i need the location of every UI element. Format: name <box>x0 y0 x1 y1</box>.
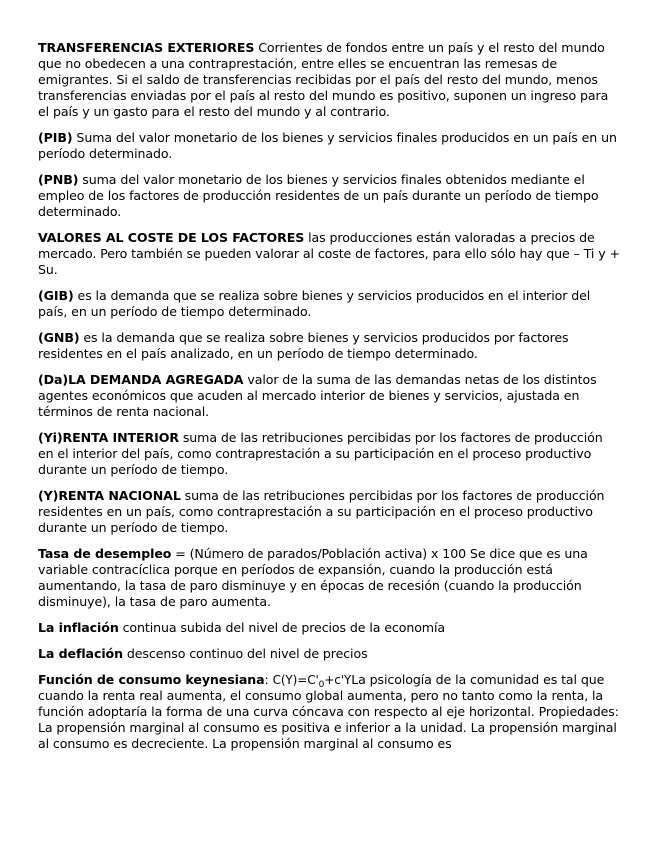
definition-tasa-desempleo: = (Número de parados/Población activa) x 100 Se dice que es una variable contracíclica porque en períodos de expansión, cuando la producción está aumentando, la tasa de paro disminuye y en épocas de recesión (cuando la producción disminuye), la tasa de paro aumenta. <box>38 546 588 609</box>
paragraph-valores-coste-factores <box>38 230 622 278</box>
term-demanda-agregada: (Da)LA DEMANDA AGREGADA <box>38 372 244 387</box>
term-deflacion: La deflación <box>38 646 123 661</box>
term-valores-coste-factores: VALORES AL COSTE DE LOS FACTORES <box>38 230 305 245</box>
definition-demanda-agregada: valor de la suma de las demandas netas de los distintos agentes económicos que acuden al mercado interior de bienes y servicios, ajustada en términos de renta nacional. <box>38 372 597 419</box>
paragraph-tasa-desempleo <box>38 546 622 610</box>
term-renta-nacional: (Y)RENTA NACIONAL <box>38 488 181 503</box>
definition-deflacion: descenso continuo del nivel de precios <box>122 646 368 661</box>
paragraph-inflacion <box>38 620 622 636</box>
paragraph-funcion-consumo-keynesiana <box>38 672 622 752</box>
term-inflacion: La inflación <box>38 620 119 635</box>
paragraph-gnb <box>38 330 622 362</box>
definition-transferencias-exteriores: Corrientes de fondos entre un país y el resto del mundo que no obedecen a una contraprestación, entre elles se encuentran las remesas de emigrantes. Si el saldo de transferencias recibidas por el país del resto del mundo, menos transferencias enviadas por el país al resto del mundo es positivo, suponen un ingreso para el país y un gasto para el resto del mundo y al contrario. <box>38 40 609 119</box>
definition-pnb: suma del valor monetario de los bienes y servicios finales obtenidos mediante el empleo de los factores de producción residentes de un país durante un período de tiempo determinado. <box>38 172 599 219</box>
paragraph-deflacion <box>38 646 622 662</box>
definition-pib: Suma del valor monetario de los bienes y servicios finales producidos en un país en un período determinado. <box>38 130 617 161</box>
formula-pre: C(Y)=C' <box>272 673 319 687</box>
definition-valores-coste-factores: las producciones están valoradas a precios de mercado. Pero también se pueden valorar al coste de factores, para ello sólo hay que – Ti y + Su. <box>38 230 620 277</box>
definition-funcion-consumo-keynesiana: La psicología de la comunidad es tal que cuando la renta real aumenta, el consumo global aumenta, pero no tanto como la renta, la función adoptaría la forma de una curva cóncava con respecto al eje horizontal. Propiedades: La propensión marginal al consumo es positiva e inferior a la unidad. La propensión marginal al consumo es decreciente. La propensión marginal al consumo es <box>38 672 619 751</box>
term-transferencias-exteriores: TRANSFERENCIAS EXTERIORES <box>38 40 255 55</box>
consumption-function-formula <box>272 673 352 690</box>
paragraph-renta-interior <box>38 430 622 478</box>
term-pnb: (PNB) <box>38 172 79 187</box>
paragraph-transferencias-exteriores <box>38 40 622 120</box>
paragraph-demanda-agregada <box>38 372 622 420</box>
term-renta-interior: (Yi)RENTA INTERIOR <box>38 430 179 445</box>
formula-subscript: 0 <box>318 680 325 690</box>
keynes-colon: : <box>264 672 273 687</box>
definition-inflacion: continua subida del nivel de precios de la economía <box>118 620 445 635</box>
formula-post: +c'Y <box>324 673 352 687</box>
paragraph-renta-nacional <box>38 488 622 536</box>
definition-renta-nacional: suma de las retribuciones percibidas por los factores de producción residentes en un país, como contraprestación a su participación en el proceso productivo durante un período de tiempo. <box>38 488 605 535</box>
paragraph-pnb <box>38 172 622 220</box>
definition-gib: es la demanda que se realiza sobre bienes y servicios producidos en el interior del país, en un período de tiempo determinado. <box>38 288 591 319</box>
term-gib: (GIB) <box>38 288 74 303</box>
definition-gnb: es la demanda que se realiza sobre bienes y servicios producidos por factores residentes en el país analizado, en un período de tiempo determinado. <box>38 330 569 361</box>
term-tasa-desempleo: Tasa de desempleo <box>38 546 172 561</box>
paragraph-gib <box>38 288 622 320</box>
term-funcion-consumo-keynesiana: Función de consumo keynesiana <box>38 672 265 687</box>
term-pib: (PIB) <box>38 130 73 145</box>
paragraph-pib <box>38 130 622 162</box>
document-page <box>38 40 622 762</box>
term-gnb: (GNB) <box>38 330 80 345</box>
definition-renta-interior: suma de las retribuciones percibidas por los factores de producción en el interior del país, como contraprestación a su participación en el proceso productivo durante un período de tiempo. <box>38 430 603 477</box>
